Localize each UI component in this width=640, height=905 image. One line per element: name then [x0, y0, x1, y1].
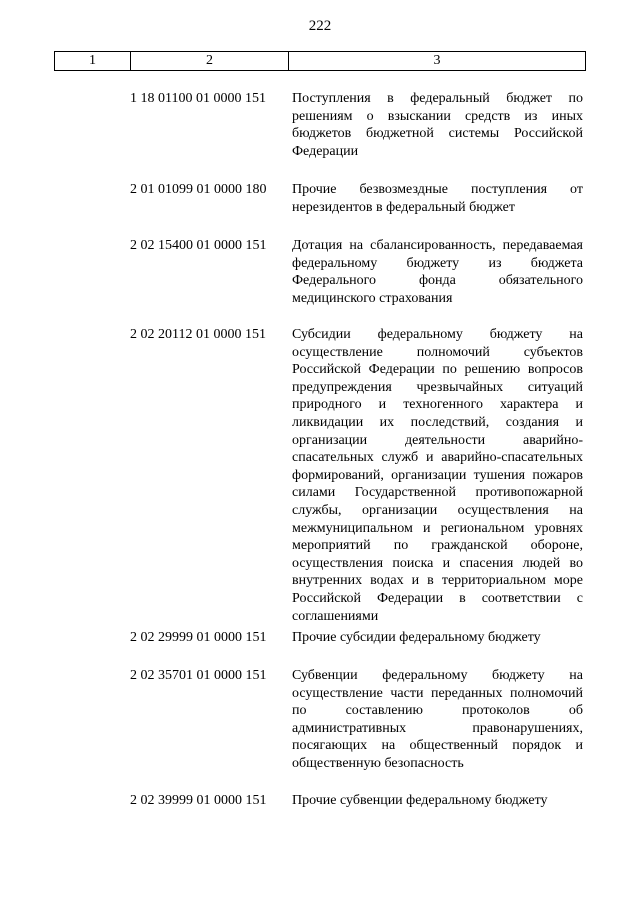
page-number: 222 [308, 18, 332, 34]
income-description: Прочие безвозмездные поступления от нерезидентов в федеральный бюджет [292, 182, 583, 215]
income-description: Прочие субсидии федеральному бюджету [292, 630, 541, 645]
column-header-3: 3 [433, 53, 441, 68]
column-header-1: 1 [55, 52, 131, 70]
column-header-table [54, 51, 586, 71]
budget-classification-code: 2 01 01099 01 0000 180 [130, 182, 267, 197]
column-header-2: 2 [131, 52, 289, 70]
income-description: Прочие субвенции федеральному бюджету [292, 793, 548, 808]
budget-classification-code: 2 02 15400 01 0000 151 [130, 238, 267, 253]
income-description: Дотация на сбалансированность, передаваемая федеральному бюджету из бюджета Федерального фонда обязательного медицинского страхования [292, 238, 583, 306]
income-description: Поступления в федеральный бюджет по решениям о взыскании средств из иных бюджетов бюджетной системы Российской Федерации [292, 91, 583, 159]
income-description: Субвенции федеральному бюджету на осуществление части переданных полномочий по составлению протоколов об административных правонарушениях, посягающих на общественный порядок и общественную безопасность [292, 668, 583, 771]
budget-classification-code: 1 18 01100 01 0000 151 [130, 91, 266, 106]
income-description: Субсидии федеральному бюджету на осуществление полномочий субъектов Российской Федерации по решению вопросов предупреждения чрезвычайных ситуаций природного и техногенного характера и ликвидации их последствий, создания и организации деятельности аварийно-спасательных служб и аварийно-спасательных формирований, организации тушения пожаров силами Государственной противопожарной службы, организации осуществления на межмуниципальном и региональном уровнях мероприятий по гражданской обороне, осуществления поиска и спасения людей во внутренних водах и в территориальном море Российской Федерации в соответствии с соглашениями [292, 327, 583, 624]
budget-classification-code: 2 02 20112 01 0000 151 [130, 327, 266, 342]
budget-classification-code: 2 02 29999 01 0000 151 [130, 630, 267, 645]
budget-classification-code: 2 02 39999 01 0000 151 [130, 793, 267, 808]
budget-classification-code: 2 02 35701 01 0000 151 [130, 668, 267, 683]
